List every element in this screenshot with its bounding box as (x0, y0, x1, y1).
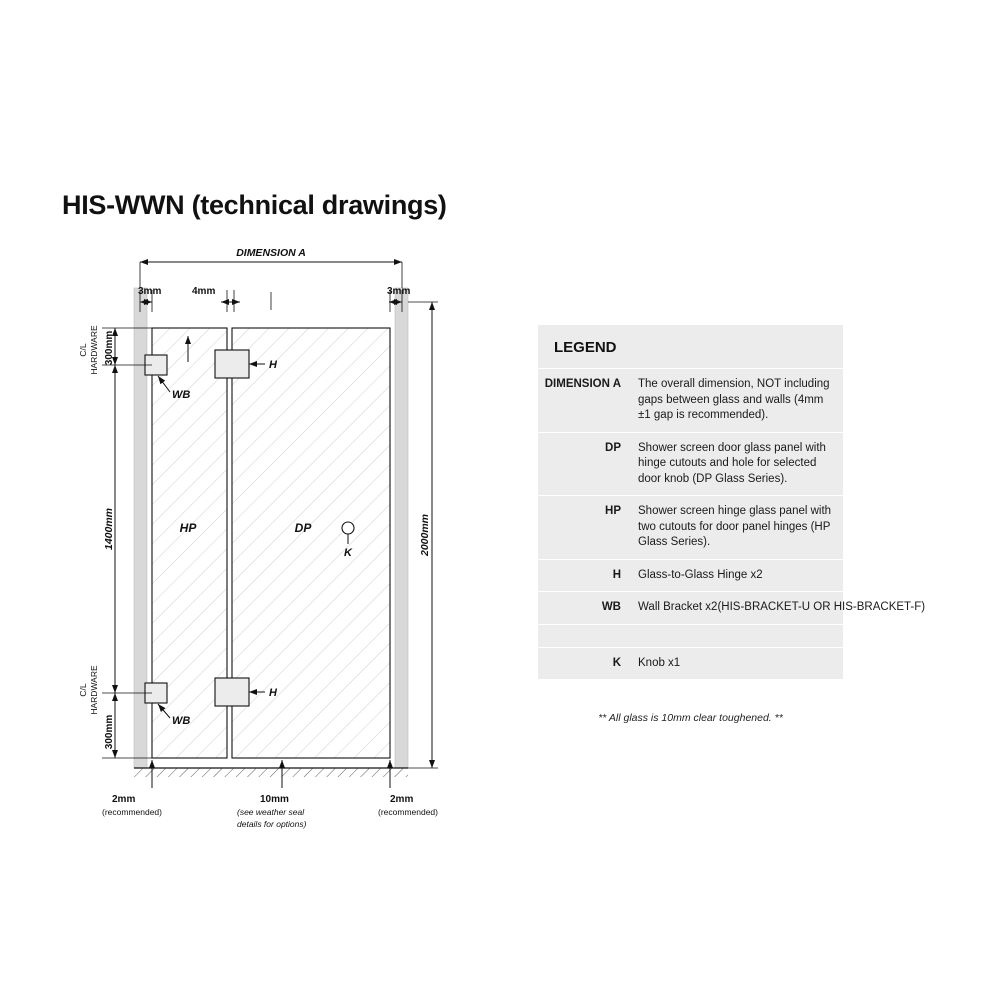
legend-row-k (538, 648, 843, 680)
gap-right-wall-label: 3mm (387, 286, 411, 297)
hinge-bottom (215, 678, 249, 706)
dim-a-label: DIMENSION A (236, 247, 306, 259)
cl-hardware-bottom-line2: HARDWARE (89, 665, 99, 715)
cl-hardware-bottom-line1: C/L (78, 683, 88, 697)
hinge-top (215, 350, 249, 378)
drawing-svg (60, 240, 480, 840)
bottom-left-note: (recommended) (102, 807, 162, 817)
gap-left-wall-label: 3mm (138, 286, 162, 297)
glass-panel-dp (232, 328, 390, 758)
legend-value: Shower screen door glass panel with hinge cutouts and hole for selected door knob (DP Glass Series). (638, 441, 826, 485)
knob-hole (342, 522, 354, 534)
height-middle-label: 1400mm (103, 507, 115, 551)
legend-value (630, 625, 843, 647)
part-label-h-bottom: H (269, 687, 277, 699)
legend-key: DP (605, 441, 621, 454)
legend-key: K (612, 656, 621, 669)
floor-hatch (134, 768, 408, 777)
legend-key (538, 625, 630, 647)
legend-value: Wall Bracket x2(HIS-BRACKET-U OR HIS-BRACKET-F) (638, 601, 926, 614)
part-label-h-top: H (269, 359, 277, 371)
bottom-center-note-1: (see weather seal (237, 807, 305, 817)
bottom-left-value: 2mm (112, 794, 136, 805)
bottom-center-value: 10mm (260, 794, 289, 805)
panel-label-hp: HP (179, 521, 197, 535)
legend-footnote: ** All glass is 10mm clear toughened. ** (598, 712, 783, 724)
height-top-hardware-label: 300mm (104, 330, 115, 366)
legend-row-hp (538, 496, 843, 560)
legend-title: LEGEND (538, 325, 843, 369)
legend-row-spacer (538, 625, 843, 648)
legend-key: H (612, 568, 621, 581)
legend-value: Shower screen hinge glass panel with two cutouts for door panel hinges (HP Glass Series). (638, 505, 832, 549)
part-label-wb-top: WB (172, 389, 191, 401)
legend-row-dimension-a (538, 369, 843, 433)
bottom-center-note-2: details for options) (237, 819, 307, 829)
cl-hardware-top-line2: HARDWARE (89, 325, 99, 375)
page-title: HIS-WWN (technical drawings) (62, 190, 447, 220)
panel-label-dp: DP (294, 521, 312, 535)
legend-key: HP (605, 505, 621, 518)
height-overall-label: 2000mm (419, 513, 431, 557)
legend-row-dp (538, 433, 843, 497)
legend-panel (538, 325, 926, 679)
legend-key: WB (601, 601, 621, 614)
legend-key: DIMENSION A (544, 378, 621, 390)
part-label-wb-bottom: WB (172, 715, 191, 727)
technical-drawing (60, 240, 480, 840)
gap-center-label: 4mm (192, 286, 216, 297)
bottom-right-note: (recommended) (378, 807, 438, 817)
bottom-right-value: 2mm (390, 794, 414, 805)
wall-right (395, 288, 408, 768)
legend-value: Knob x1 (638, 656, 681, 669)
legend-row-h (538, 560, 843, 593)
legend-row-wb (538, 592, 926, 625)
part-label-k: K (344, 547, 352, 559)
cl-hardware-top-line1: C/L (78, 343, 88, 357)
height-bottom-hardware-label: 300mm (104, 714, 115, 750)
legend-value: The overall dimension, NOT including gaps between glass and walls (4mm ±1 gap is recommended). (638, 378, 830, 422)
legend-value: Glass-to-Glass Hinge x2 (638, 568, 763, 581)
